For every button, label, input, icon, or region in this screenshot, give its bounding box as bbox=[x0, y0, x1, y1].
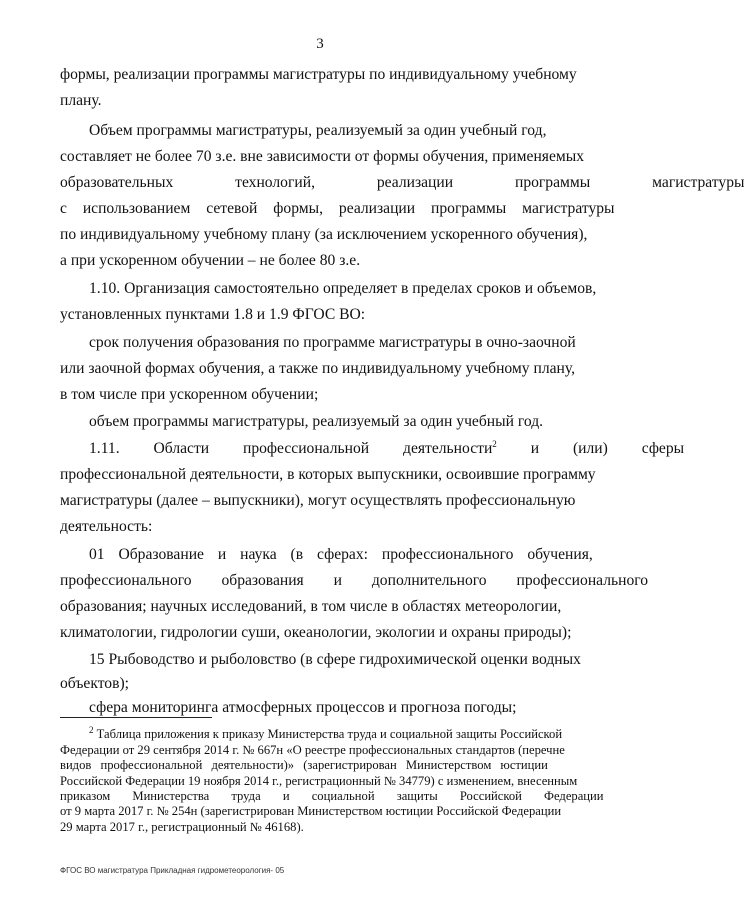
paragraph-line: 1.10. Организация самостоятельно определяет в пределах сроков и объемов, bbox=[89, 280, 597, 297]
footnote-line: Федерации от 29 сентября 2014 г. № 667н «О реестре профессиональных стандартов (перечне bbox=[60, 743, 565, 757]
paragraph-line: объектов); bbox=[60, 675, 129, 692]
paragraph-line: составляет не более 70 з.е. вне зависимости от формы обучения, применяемых bbox=[60, 148, 585, 165]
paragraph-line: сфера мониторинга атмосферных процессов и прогноза погоды; bbox=[89, 699, 517, 716]
footnote-line: от 9 марта 2017 г. № 254н (зарегистрирован Министерством юстиции Российской Федерации bbox=[60, 804, 562, 818]
paragraph-line bbox=[60, 66, 594, 84]
paragraph-line: с использованием сетевой формы, реализации программы магистратуры bbox=[60, 200, 615, 217]
footnote-line: видов профессиональной деятельности)» (зарегистрирован Министерством юстиции bbox=[60, 758, 548, 772]
paragraph-line: а при ускоренном обучении – не более 80 з.е. bbox=[60, 252, 361, 269]
footnote-marker: 2 bbox=[89, 724, 94, 735]
paragraph-line bbox=[89, 440, 684, 458]
line-text: и (или) сферы bbox=[530, 440, 685, 457]
footnote-line: 29 марта 2017 г., регистрационный № 46168). bbox=[60, 820, 304, 834]
footnote-line bbox=[89, 724, 563, 742]
paragraph-line: образовательных технологий, реализации программы магистратуры bbox=[60, 174, 744, 191]
line-text: 1.11. Области профессиональной деятельности bbox=[89, 440, 493, 457]
line-text: формы, реализации программы магистратуры по индивидуальному учебному bbox=[60, 66, 577, 83]
footnote-line: Российской Федерации 19 ноября 2014 г., регистрационный № 34779) с изменением, внесенным bbox=[60, 774, 578, 788]
paragraph-line: плану. bbox=[60, 92, 102, 109]
paragraph-line: или заочной формах обучения, а также по индивидуальному учебному плану, bbox=[60, 360, 576, 377]
paragraph-line: объем программы магистратуры, реализуемый за один учебный год. bbox=[89, 413, 544, 430]
paragraph-line: 01 Образование и наука (в сферах: профессионального обучения, bbox=[89, 546, 593, 563]
paragraph-line: образования; научных исследований, в том числе в областях метеорологии, bbox=[60, 598, 562, 615]
paragraph-line: по индивидуальному учебному плану (за исключением ускоренного обучения), bbox=[60, 226, 588, 243]
paragraph-line: срок получения образования по программе магистратуры в очно-заочной bbox=[89, 334, 576, 351]
paragraph-line: 15 Рыбоводство и рыболовство (в сфере гидрохимической оценки водных bbox=[89, 651, 581, 668]
page-number: 3 bbox=[316, 36, 324, 52]
paragraph-line: профессионального образования и дополнительного профессионального bbox=[60, 572, 649, 589]
footnote-separator bbox=[60, 717, 212, 718]
paragraph-line: профессиональной деятельности, в которых выпускники, освоившие программу bbox=[60, 466, 596, 483]
paragraph-line: установленных пунктами 1.8 и 1.9 ФГОС ВО: bbox=[60, 306, 366, 323]
footnote-marker: 2 bbox=[492, 438, 497, 449]
paragraph-line: в том числе при ускоренном обучении; bbox=[60, 386, 319, 403]
paragraph-line: Объем программы магистратуры, реализуемый за один учебный год, bbox=[89, 122, 547, 139]
paragraph-line: деятельность: bbox=[60, 518, 153, 535]
page-footer: ФГОС ВО магистратура Прикладная гидрометеорология- 05 bbox=[60, 866, 285, 875]
paragraph-line: магистратуры (далее – выпускники), могут осуществлять профессиональную bbox=[60, 492, 576, 509]
footnote-text: Таблица приложения к приказу Министерства труда и социальной защиты Российской bbox=[96, 727, 563, 741]
footnote-line: приказом Министерства труда и социальной защиты Российской Федерации bbox=[60, 789, 604, 803]
paragraph-line: климатологии, гидрологии суши, океанологии, экологии и охраны природы); bbox=[60, 624, 572, 641]
